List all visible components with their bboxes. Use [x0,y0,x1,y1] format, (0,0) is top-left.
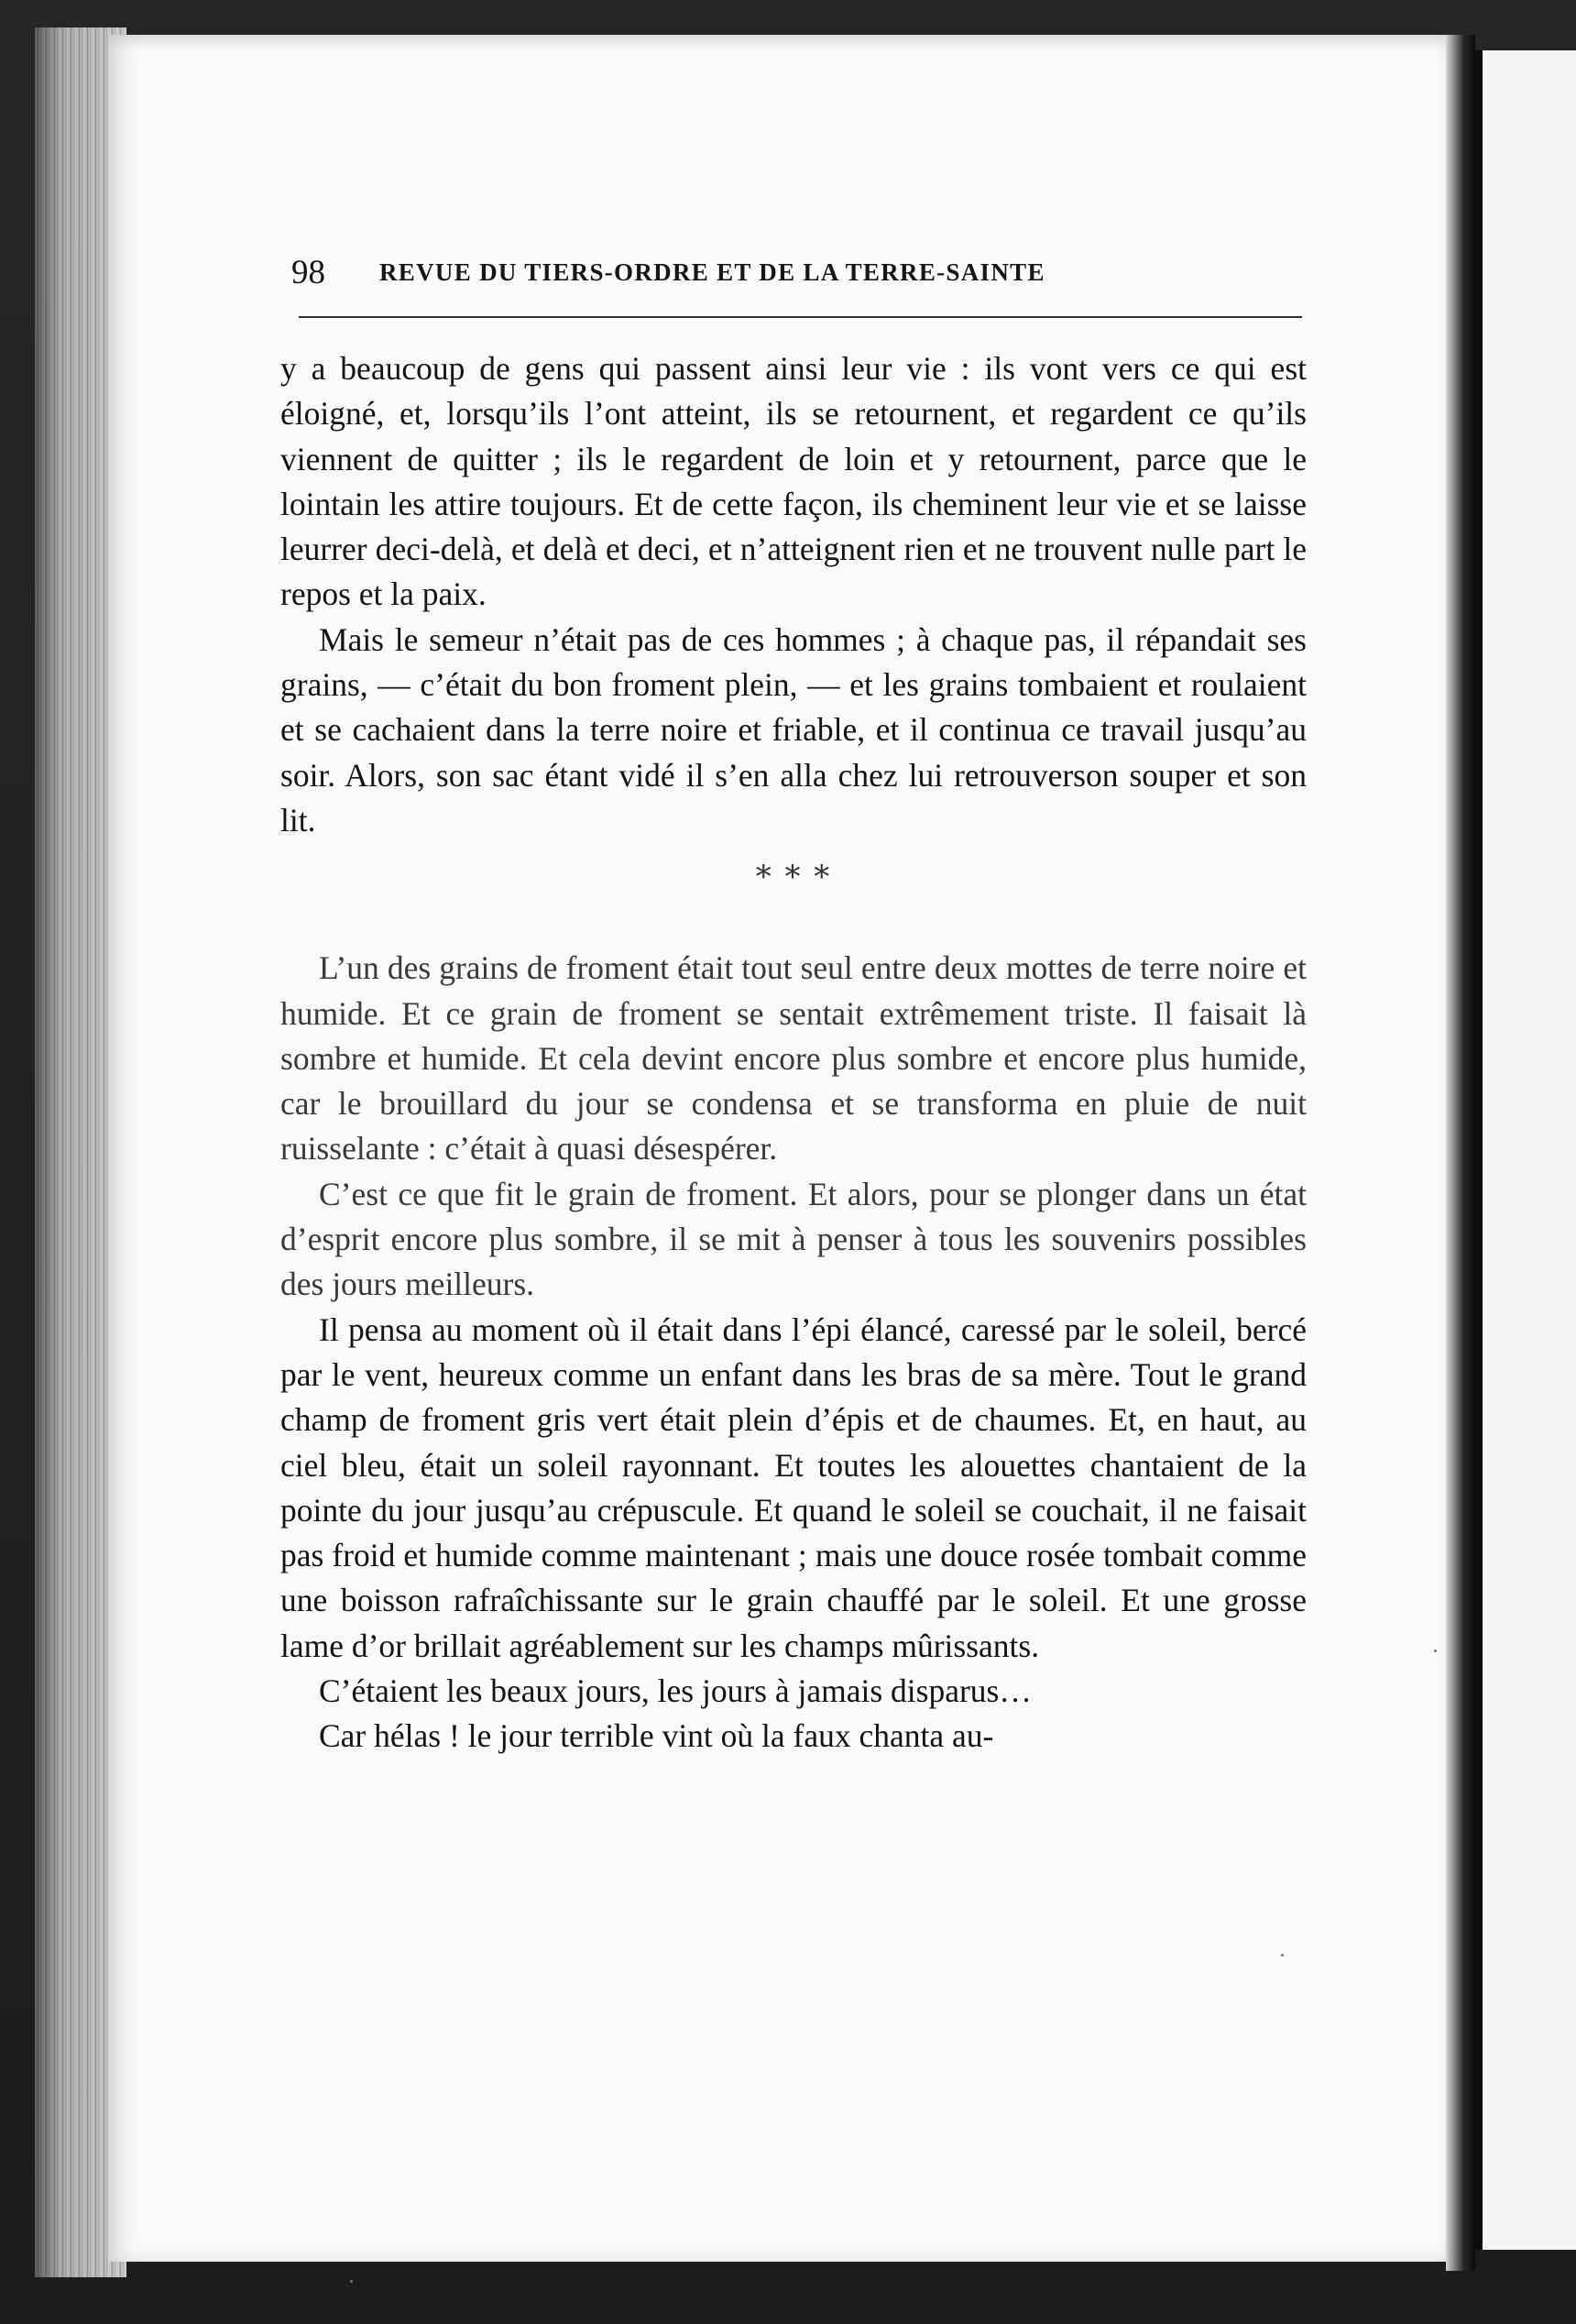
paragraph: Il pensa au moment où il était dans l’épi élancé, caressé par le soleil, bercé par le vent, heureux comme un enfant dans les bras de sa mère. Tout le grand champ de froment gris vert était plein d’épis et de chaumes. Et, en haut, au ciel bleu, était un soleil rayonnant. Et toutes les alouettes chantaient de la pointe du jour jusqu’au crépuscule. Et quand le soleil se couchait, il ne faisait pas froid et humide comme maintenant ; mais une douce rosée tombait comme une boisson rafraîchissante sur le grain chauffé par le soleil. Et une grosse lame d’or brillait agréablement sur les champs mûrissants. [280,1310,1307,1664]
body-text [280,346,1307,1759]
facing-page-edge [1475,50,1576,2250]
paragraph: C’étaient les beaux jours, les jours à jamais disparus… [319,1672,1032,1710]
paragraph: C’est ce que fit le grain de froment. Et alors, pour se plonger dans un état d’esprit encore plus sombre, il se mit à penser à tous les souvenirs possibles des jours meilleurs. [280,1175,1307,1303]
spine-shadow [1446,35,1475,2271]
paragraph: Mais le semeur n’était pas de ces hommes ; à chaque pas, il répandait ses grains, — c’était du bon froment plein, — et les grains tombaient et roulaient et se cachaient dans la terre noire et friable, et il continua ce travail jusqu’au soir. Alors, son sac étant vidé il s’en alla chez lui retrouverson souper et son lit. [280,620,1307,839]
header-rule [299,316,1302,318]
asterism-text: * * * [755,859,832,896]
scan-speck [1434,1650,1437,1652]
scan-speck [350,2280,353,2283]
page-number: 98 [291,254,325,291]
running-title: REVUE DU TIERS-ORDRE ET DE LA TERRE-SAINTE [379,258,1045,286]
asterism-separator [280,843,1307,946]
running-header [291,253,1299,304]
paragraph: y a beaucoup de gens qui passent ainsi leur vie : ils vont vers ce qui est éloigné, et, lorsqu’ils l’ont atteint, ils se retournent, et regardent ce qu’ils viennent de quitter ; ils le regardent de loin et y retournent, parce que le lointain les attire toujours. Et de cette façon, ils cheminent leur vie et se laisse leurrer deci-delà, et delà et deci, et n’atteignent rien et ne trouvent nulle part le repos et la paix. [280,350,1307,613]
paragraph: L’un des grains de froment était tout seul entre deux mottes de terre noire et humide. Et ce grain de froment se sentait extrêmement triste. Il faisait là sombre et humide. Et cela devint encore plus sombre et encore plus humide, car le brouillard du jour se condensa et se transforma en pluie de nuit ruisselante : c’était à quasi désespérer. [280,949,1307,1167]
paragraph: Car hélas ! le jour terrible vint où la faux chanta au- [319,1717,994,1755]
scan-speck [1281,1954,1284,1957]
